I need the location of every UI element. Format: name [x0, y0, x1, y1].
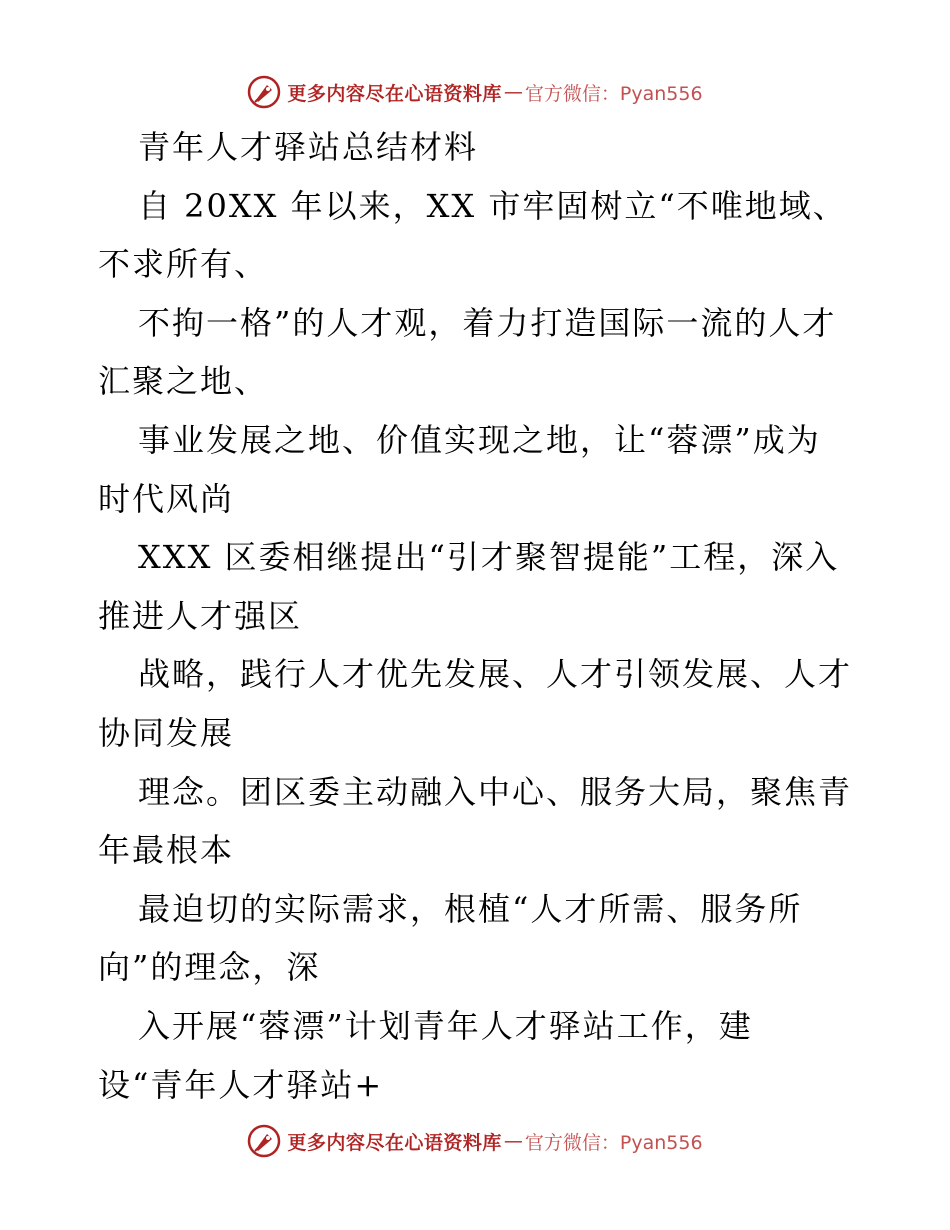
paragraph-line: 不求所有、	[98, 245, 269, 284]
paragraph-line: 汇聚之地、	[98, 362, 269, 401]
paragraph-line: 设“青年人才驿站+	[98, 1065, 384, 1104]
paragraph-line: 事业发展之地、价值实现之地，让“蓉漂”成为	[138, 420, 821, 459]
paragraph-line: 不拘一格”的人才观，着力打造国际一流的人才	[138, 303, 837, 342]
pen-nib-logo-icon	[247, 1124, 281, 1158]
watermark-separator: —	[503, 1130, 523, 1152]
watermark-separator: —	[503, 81, 523, 103]
header-watermark	[0, 72, 950, 112]
footer-watermark	[0, 1121, 950, 1161]
paragraph-line: 最迫切的实际需求，根植“人才所需、服务所	[138, 889, 803, 928]
watermark-text: 更多内容尽在心语资料库	[287, 82, 502, 105]
watermark-text: 更多内容尽在心语资料库	[287, 1131, 502, 1154]
paragraph-line: 入开展“蓉漂”计划青年人才驿站工作，建	[138, 1006, 753, 1045]
paragraph-line: 推进人才强区	[98, 596, 303, 635]
paragraph-line: 协同发展	[98, 713, 235, 752]
paragraph-line: XXX 区委相继提出“引才聚智提能”工程，深入	[138, 538, 840, 577]
document-body	[98, 118, 878, 1114]
paragraph-line: 年最根本	[98, 831, 235, 870]
paragraph-line: 时代风尚	[98, 479, 235, 518]
paragraph-line: 自 20XX 年以来，XX 市牢固树立“不唯地域、	[138, 186, 847, 225]
paragraph-line: 理念。团区委主动融入中心、服务大局，聚焦青	[138, 772, 853, 811]
pen-nib-logo-icon	[247, 75, 281, 109]
document-title: 青年人才驿站总结材料	[138, 128, 479, 166]
paragraph-line: 战略，践行人才优先发展、人才引领发展、人才	[138, 655, 853, 694]
watermark-suffix: 官方微信：Pyan556	[524, 1131, 703, 1154]
watermark-suffix: 官方微信：Pyan556	[524, 82, 703, 105]
paragraph-line: 向”的理念，深	[98, 948, 321, 987]
